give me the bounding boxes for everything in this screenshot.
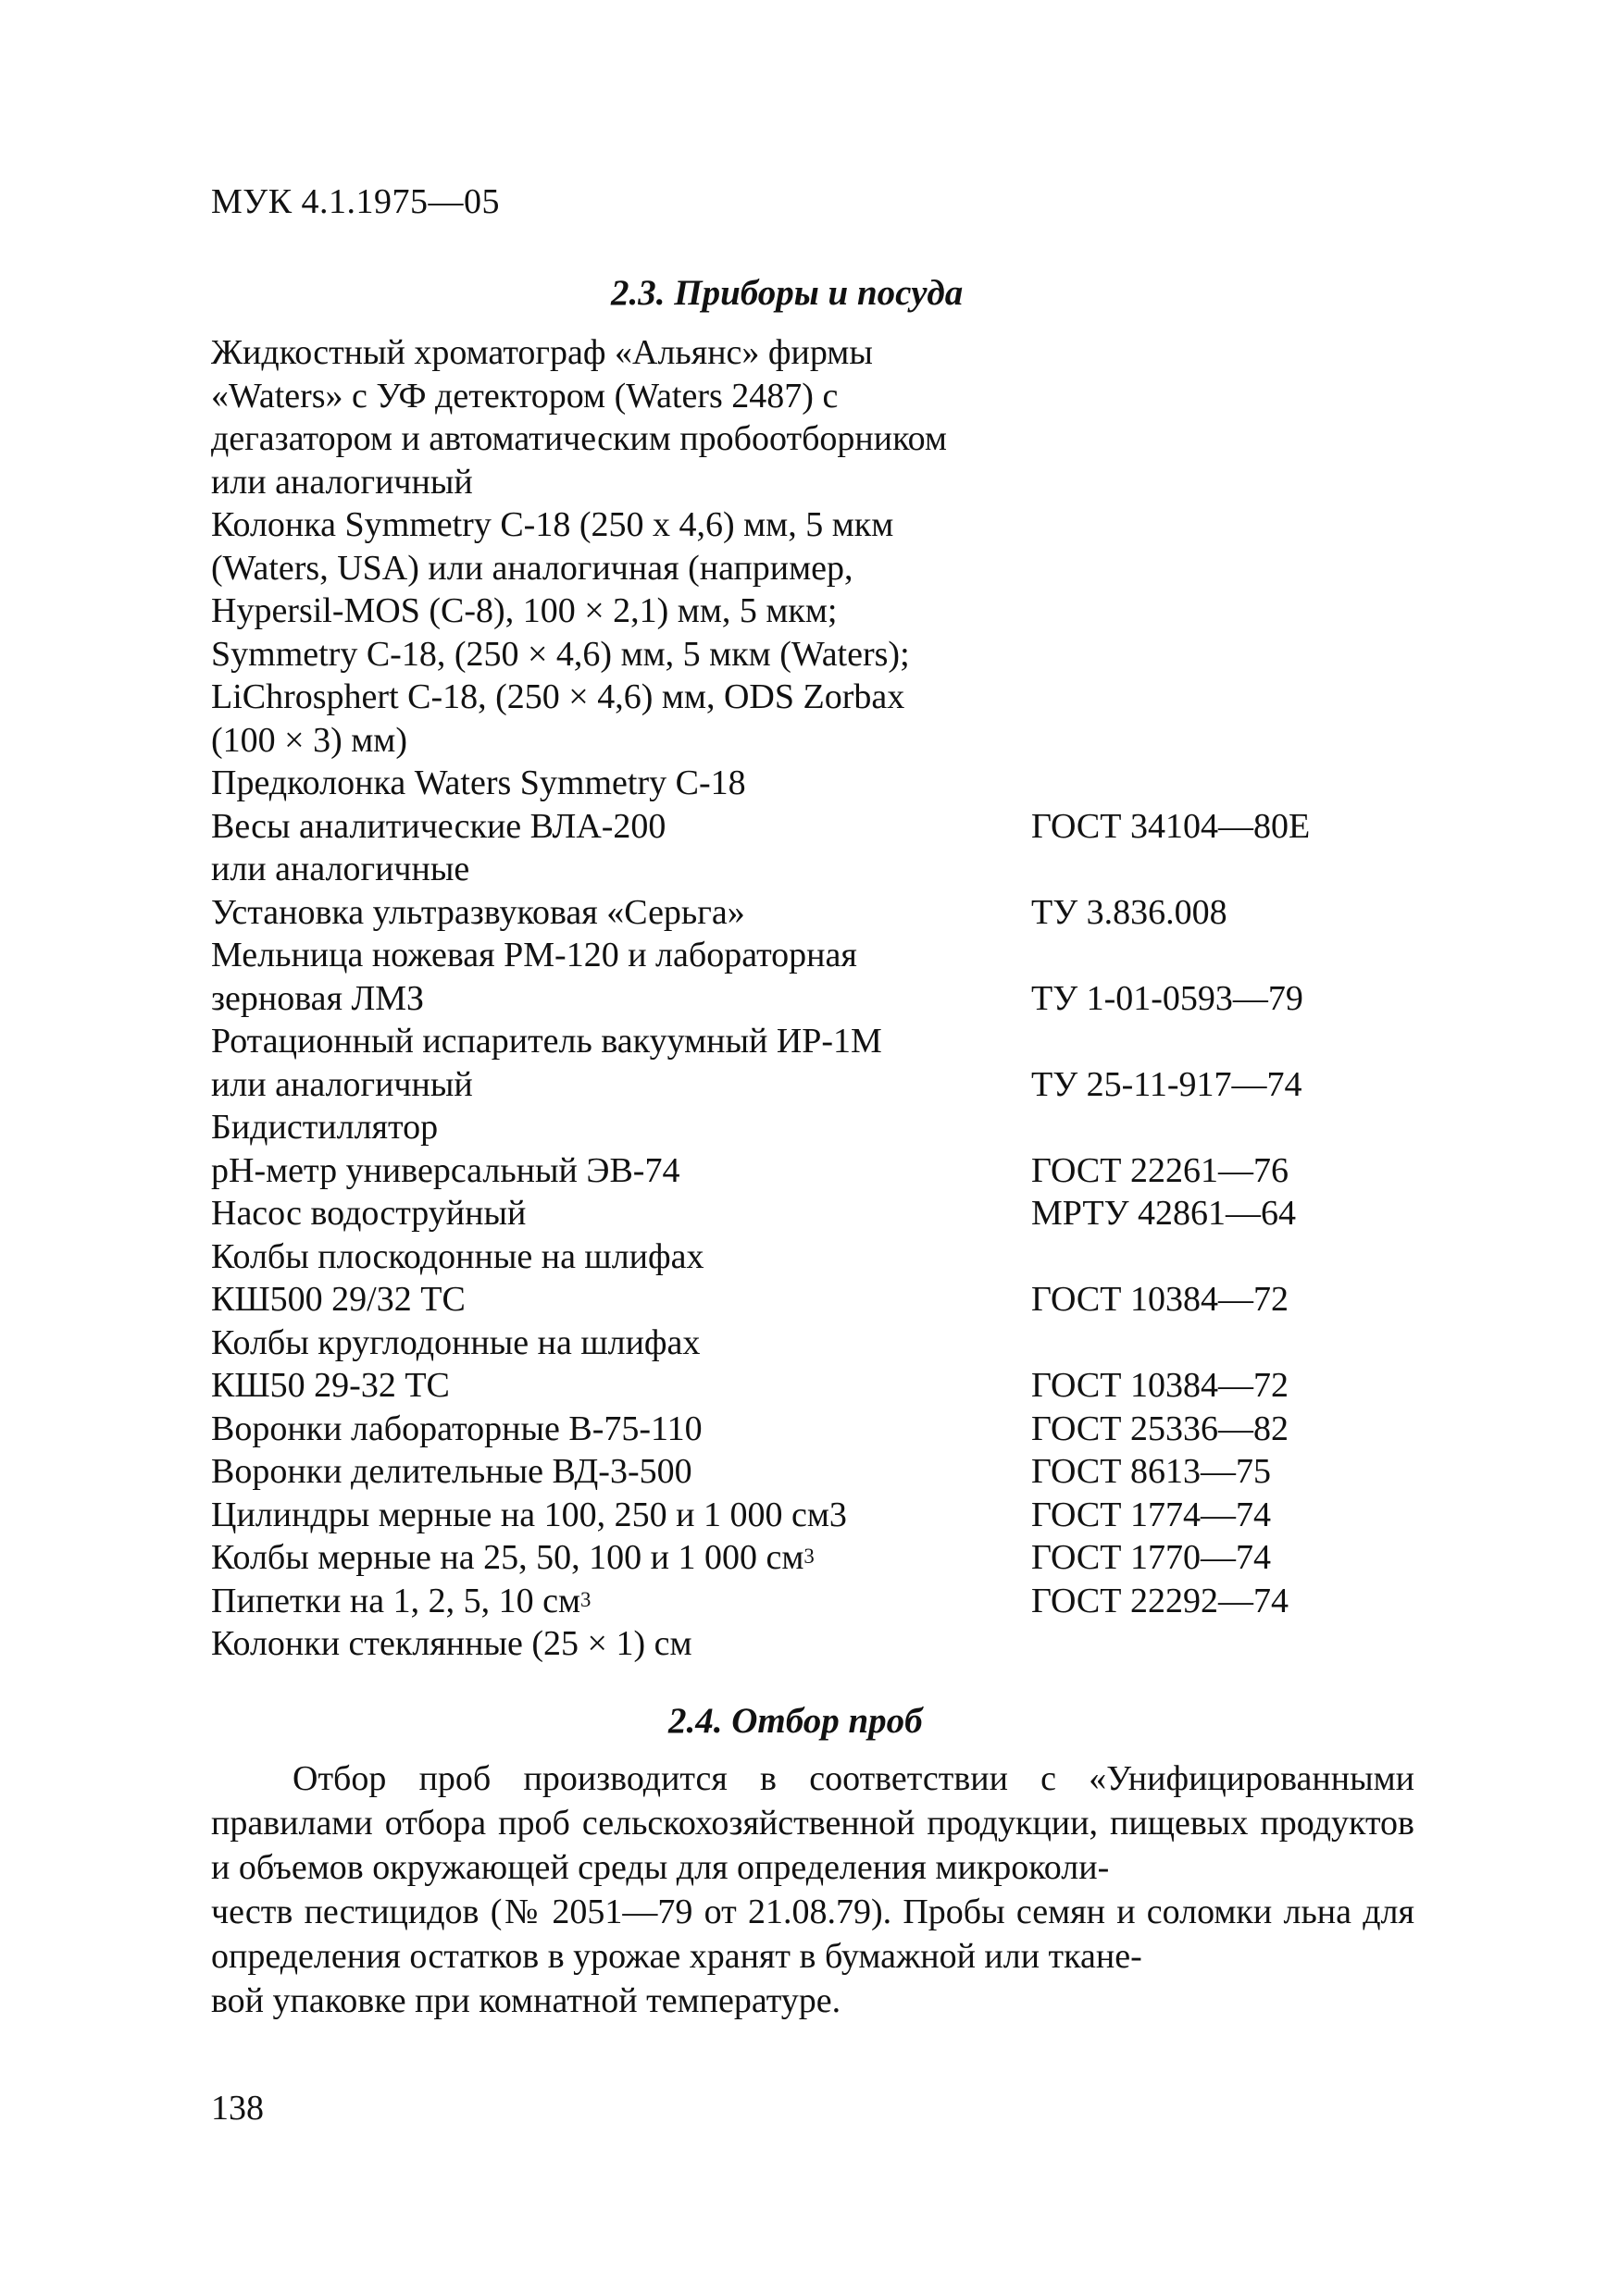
- equipment-item: [211, 1408, 1470, 1451]
- equipment-name: Установка ультразвуковая «Серьга»: [211, 892, 745, 932]
- equipment-name: Воронки лабораторные В-75-110: [211, 1409, 703, 1448]
- equipment-item: [211, 1020, 1470, 1106]
- unit-superscript: 3: [580, 1587, 592, 1611]
- equipment-standard: ГОСТ 22261—76: [1031, 1150, 1289, 1190]
- equipment-standard: ГОСТ 10384—72: [1031, 1280, 1289, 1319]
- equipment-name: Жидкостный хроматограф «Альянс» фирмы «Waters» с УФ детектором (Waters 2487) с дегазатором и автоматическим пробоотборником или аналогичный: [211, 333, 947, 502]
- equipment-standard: ГОСТ 10384—72: [1031, 1366, 1289, 1405]
- equipment-name: Воронки делительные ВД-3-500: [211, 1452, 692, 1491]
- equipment-standard: ГОСТ 22292—74: [1031, 1581, 1289, 1620]
- equipment-item: [211, 891, 1470, 935]
- equipment-list: [211, 331, 1470, 1666]
- equipment-item: [211, 1322, 1470, 1408]
- equipment-name: Ротационный испаритель вакуумный ИР-1М или аналогичный: [211, 1022, 882, 1104]
- sampling-paragraph: Отбор проб производится в соответствии с «Унифицированными правилами отбора проб сельскохозяйственной продукции, пищевых продуктов и объемов окружающей среды для определения микроколи- честв пестицидов (№ 2051—79 от 21.08.79). Пробы семян и соломки льна для определения остатков в урожае хранят в бумажной или ткане- вой упаковке при комнатной температуре.: [211, 1759, 1414, 2020]
- equipment-standard: ТУ 1-01-0593—79: [1031, 978, 1303, 1018]
- equipment-name: Предколонка Waters Symmetry С-18: [211, 763, 746, 802]
- equipment-item: [211, 1580, 1470, 1623]
- equipment-item: [211, 1235, 1470, 1322]
- equipment-name: Цилиндры мерные на 100, 250 и 1 000 см3: [211, 1495, 847, 1534]
- equipment-name: Весы аналитические ВЛА-200 или аналогичные: [211, 806, 666, 888]
- section-heading-sampling: 2.4. Отбор проб: [668, 1701, 923, 1741]
- equipment-standard: ТУ 3.836.008: [1031, 892, 1227, 932]
- equipment-name: Колонка Symmetry С-18 (250 х 4,6) мм, 5 мкм (Waters, USA) или аналогичная (например, Hypersil-MOS (С-8), 100 × 2,1) мм, 5 мкм; Symmetry С-18, (250 × 4,6) мм, 5 мкм (Waters); LiChrosphert С-18, (250 × 4,6) мм, ODS Zorbax (100 × 3) мм): [211, 505, 910, 760]
- equipment-standard: ГОСТ 1774—74: [1031, 1495, 1271, 1534]
- equipment-item: [211, 1450, 1470, 1494]
- equipment-standard: ГОСТ 25336—82: [1031, 1409, 1289, 1448]
- equipment-item: [211, 331, 1470, 503]
- equipment-item: [211, 503, 1470, 762]
- equipment-name: Насос водоструйный: [211, 1194, 527, 1233]
- equipment-name: pH-метр универсальный ЭВ-74: [211, 1150, 680, 1190]
- equipment-item: [211, 1536, 1470, 1580]
- document-code: МУК 4.1.1975—05: [211, 182, 501, 221]
- page-number: 138: [211, 2089, 264, 2128]
- unit-superscript: 3: [803, 1545, 815, 1569]
- equipment-item: [211, 762, 1470, 805]
- equipment-name: Колонки стеклянные (25 × 1) см: [211, 1624, 692, 1663]
- section-heading-instruments: 2.3. Приборы и посуда: [611, 273, 964, 313]
- equipment-item: [211, 1494, 1470, 1537]
- equipment-standard: ГОСТ 8613—75: [1031, 1452, 1271, 1491]
- equipment-item: [211, 1192, 1470, 1235]
- equipment-standard: МРТУ 42861—64: [1031, 1194, 1297, 1233]
- equipment-standard: ГОСТ 1770—74: [1031, 1538, 1271, 1577]
- equipment-item: [211, 805, 1470, 891]
- equipment-item: [211, 934, 1470, 1020]
- equipment-standard: ГОСТ 34104—80Е: [1031, 806, 1311, 846]
- equipment-name: Мельница ножевая РМ-120 и лабораторная зерновая ЛМЗ: [211, 936, 857, 1018]
- equipment-name: Колбы мерные на 25, 50, 100 и 1 000 $см^3$: [211, 1538, 815, 1577]
- equipment-name: Колбы круглодонные на шлифах КШ50 29-32 ТС: [211, 1322, 701, 1405]
- equipment-standard: ТУ 25-11-917—74: [1031, 1064, 1302, 1104]
- equipment-name: Колбы плоскодонные на шлифах КШ500 29/32 ТС: [211, 1236, 704, 1319]
- equipment-item: [211, 1149, 1470, 1193]
- equipment-name: Пипетки на 1, 2, 5, 10 $см^3$: [211, 1581, 592, 1620]
- equipment-item: [211, 1106, 1470, 1149]
- equipment-item: [211, 1622, 1470, 1666]
- equipment-name: Бидистиллятор: [211, 1108, 439, 1147]
